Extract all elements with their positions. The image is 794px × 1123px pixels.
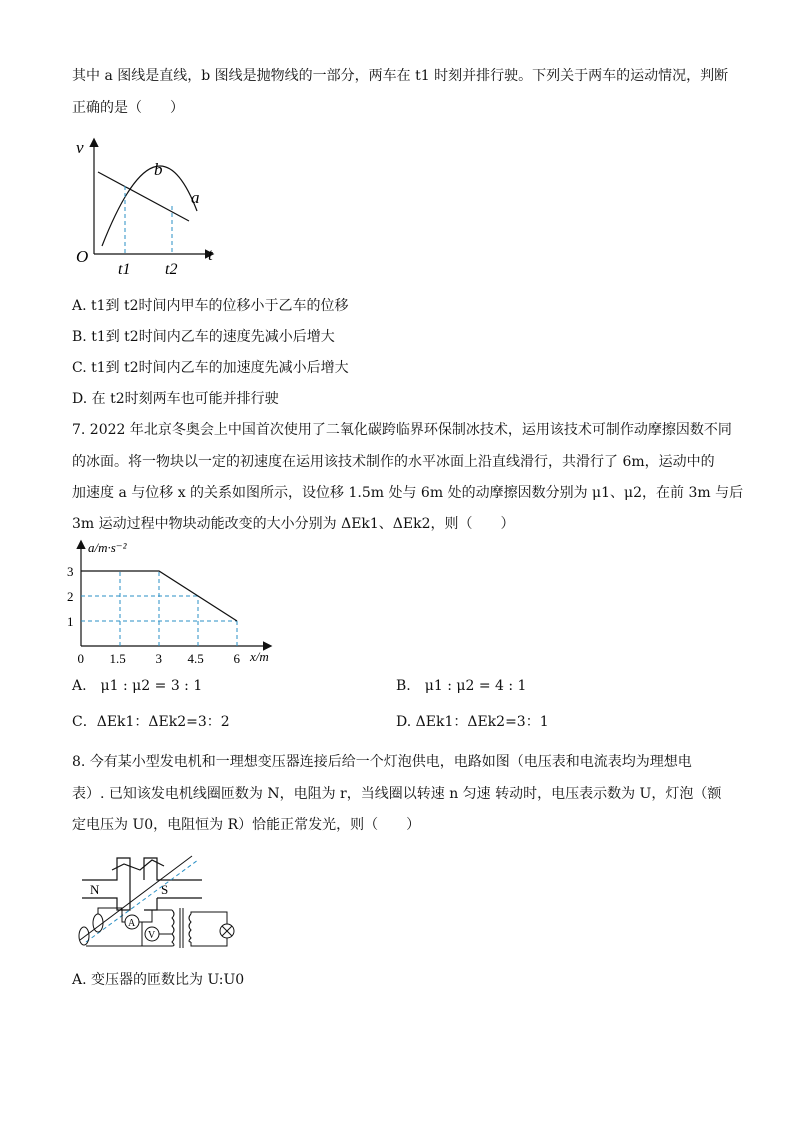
q8-n-label: N bbox=[90, 882, 100, 897]
q6-option-d: D. 在 t2时刻两车也可能并排行驶 bbox=[72, 391, 279, 407]
q8-transformer-secondary bbox=[189, 914, 191, 942]
q7-option-a: A. μ1 : μ2 = 3 : 1 bbox=[72, 678, 203, 694]
q7-xtick-0: 0 bbox=[77, 651, 84, 666]
q7-xtick-4.5: 4.5 bbox=[187, 651, 204, 666]
q6-a-label: a bbox=[191, 188, 200, 207]
q8-slip-ring-2 bbox=[93, 914, 103, 932]
q6-y-label: v bbox=[76, 138, 84, 157]
q8-transformer-primary bbox=[172, 910, 174, 946]
q7-ytick-3: 3 bbox=[67, 564, 74, 579]
q7-xtick-1.5: 1.5 bbox=[109, 651, 126, 666]
q8-ammeter-label: A bbox=[128, 918, 136, 929]
q6-option-b: B. t1到 t2时间内乙车的速度先减小后增大 bbox=[72, 329, 335, 345]
q8-generator-circuit bbox=[72, 850, 247, 955]
q8-voltmeter-label: V bbox=[148, 930, 156, 941]
q8-option-a: A. 变压器的匝数比为 U:U0 bbox=[72, 972, 245, 988]
q6-curve-b bbox=[102, 166, 197, 246]
q7-line2: 的冰面。将一物块以一定的初速度在运用该技术制作的水平冰面上沿直线滑行，共滑行了 6m，运动中的 bbox=[72, 454, 715, 470]
q7-x-axis-label: x/m bbox=[250, 649, 269, 664]
q6-intro-line2: 正确的是（ ） bbox=[72, 100, 184, 116]
q8-line1: 8. 今有某小型发电机和一理想变压器连接后给一个灯泡供电，电路如图（电压表和电流表均为理想电 bbox=[72, 754, 692, 770]
q7-option-c: C．ΔEk1：ΔEk2=3：2 bbox=[72, 714, 230, 730]
q8-magnet-s bbox=[144, 858, 202, 910]
q7-option-b: B. μ1 : μ2 = 4 : 1 bbox=[396, 678, 527, 694]
q7-option-d: D. ΔEk1：ΔEk2=3：1 bbox=[396, 714, 549, 730]
q6-option-c: C. t1到 t2时间内乙车的加速度先减小后增大 bbox=[72, 360, 349, 376]
q7-y-axis-label: a/m·s⁻² bbox=[88, 540, 127, 555]
q7-line4: 3m 运动过程中物块动能改变的大小分别为 ΔEk1、ΔEk2，则（ ） bbox=[72, 516, 515, 532]
q8-s-label: S bbox=[161, 882, 169, 897]
q6-option-a: A. t1到 t2时间内甲车的位移小于乙车的位移 bbox=[72, 298, 349, 314]
q6-line-a bbox=[98, 172, 189, 221]
q8-slip-ring-1 bbox=[79, 927, 89, 945]
q8-line3: 定电压为 U0，电阻恒为 R）恰能正常发光，则（ ） bbox=[72, 817, 421, 833]
q7-ytick-2: 2 bbox=[67, 589, 74, 604]
q6-t2-label: t2 bbox=[165, 261, 178, 278]
q6-intro-line1: 其中 a 图线是直线，b 图线是抛物线的一部分，两车在 t1 时刻并排行驶。下列关于两车的运动情况，判断 bbox=[72, 68, 729, 84]
q8-coil bbox=[112, 860, 164, 870]
q6-b-label: b bbox=[154, 160, 163, 179]
q6-vt-graph bbox=[72, 136, 232, 281]
q6-t1-label: t1 bbox=[118, 261, 131, 278]
q7-ytick-1: 1 bbox=[67, 614, 74, 629]
q8-line2: 表）. 已知该发电机线圈匝数为 N，电阻为 r，当线圈以转速 n 匀速 转动时，电压表示数为 U，灯泡（额 bbox=[72, 786, 722, 802]
q7-line1: 7. 2022 年北京冬奥会上中国首次使用了二氧化碳跨临界环保制冰技术，运用该技术可制作动摩擦因数不同 bbox=[72, 422, 732, 438]
q7-xtick-3: 3 bbox=[155, 651, 162, 666]
q7-line3: 加速度 a 与位移 x 的关系如图所示，设位移 1.5m 处与 6m 处的动摩擦因数分别为 μ1、μ2，在前 3m 与后 bbox=[72, 485, 744, 501]
q6-origin-label: O bbox=[76, 247, 89, 266]
q7-xtick-6: 6 bbox=[233, 651, 240, 666]
q7-ax-chart bbox=[60, 536, 290, 666]
q6-x-label: t bbox=[208, 245, 213, 264]
